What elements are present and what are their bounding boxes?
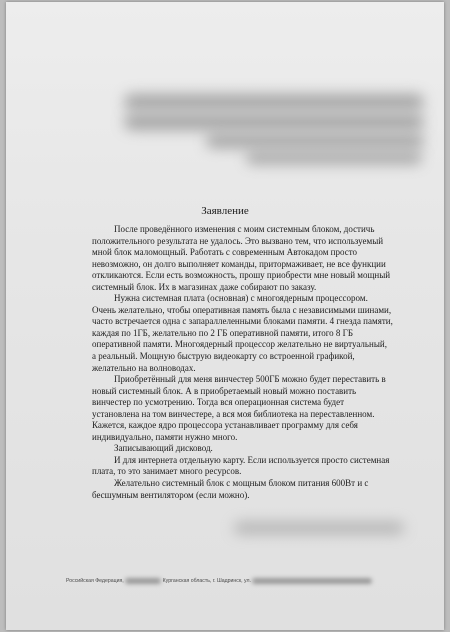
paragraph-line: часто встречается одна с запараллеленными блоками памяти. 4 гнезда памяти, <box>92 316 393 327</box>
paragraph-line: Нужна системная плата (основная) с многоядерным процессором. <box>114 293 368 304</box>
paragraph-line: Записывающий дисковод. <box>114 443 213 454</box>
footer-city: г. Шадринск, <box>212 578 243 585</box>
paragraph-line: Приобретённый для меня винчестер 500ГБ можно будет переставить в <box>114 374 386 385</box>
redacted-header-line-4 <box>246 152 422 164</box>
footer-street: ул. <box>244 578 251 585</box>
paragraph-line: откликаются. Если есть возможность, прошу приобрести мне новый мощный <box>92 270 391 281</box>
paragraph-line: Очень желательно, чтобы оперативная память была с независимыми шинами, <box>92 304 392 315</box>
document-page <box>6 2 444 630</box>
paragraph-line: каждая по 1ГБ, желательно по 2 ГБ оперативной памяти, итого 8 ГБ <box>92 327 354 338</box>
redacted-signature <box>234 522 404 534</box>
paragraph-line: мной блок маломощный. Работать с современным Автокадом просто <box>92 247 358 258</box>
document-footer <box>66 578 426 584</box>
document-title: Заявление <box>201 205 249 217</box>
paragraph-line: новый системный блок. А в приобретаемый новый можно поставить <box>92 385 357 396</box>
redacted-header-line-2 <box>124 114 424 130</box>
footer-region: Курганская область, <box>162 578 212 585</box>
footer-redacted-1 <box>125 578 161 584</box>
paragraph-line: Желательно системный блок с мощным блоком питания 600Вт и с <box>114 478 369 489</box>
paragraph-line: невозможно, он долго выполняет команды, притормаживает, не все функции <box>92 258 386 269</box>
footer-redacted-2 <box>252 578 372 584</box>
paragraph-line: положительного результата не удалось. Это вызвано тем, что используемый <box>92 235 384 246</box>
paragraph-line: системный блок. Их в магазинах даже собирают по заказу. <box>92 281 317 292</box>
paragraph-line: желательно на волноводах. <box>92 362 196 373</box>
paragraph-line: а реальный. Мощную быструю видеокарту со встроенной графикой, <box>92 351 355 362</box>
footer-country: Российская Федерация, <box>66 578 124 585</box>
paragraph-line: Кажется, каждое ядро процессора устанавливает программу для себя <box>92 420 358 431</box>
paragraph-line: И для интернета отдельную карту. Если используется просто системная <box>114 454 390 465</box>
redacted-header-line-1 <box>124 94 424 110</box>
paragraph-line: индивидуально, памяти нужно много. <box>92 431 238 442</box>
document-body <box>92 224 410 501</box>
paragraph-line: винчестер по усмотрению. Тогда вся операционная система будет <box>92 397 345 408</box>
paragraph-line: После проведённого изменения с моим системным блоком, достичь <box>114 224 375 234</box>
paragraph-line: плата, то это занимает много ресурсов. <box>92 466 242 477</box>
redacted-header-line-3 <box>206 134 424 148</box>
paragraph-line: бесшумным вентилятором (если можно). <box>92 489 250 500</box>
paragraph-line: установлена на том винчестере, а вся моя библиотека на переставленном. <box>92 408 375 419</box>
paragraph-line: оперативной памяти. Многоядерный процессор желательно не виртуальный, <box>92 339 387 350</box>
